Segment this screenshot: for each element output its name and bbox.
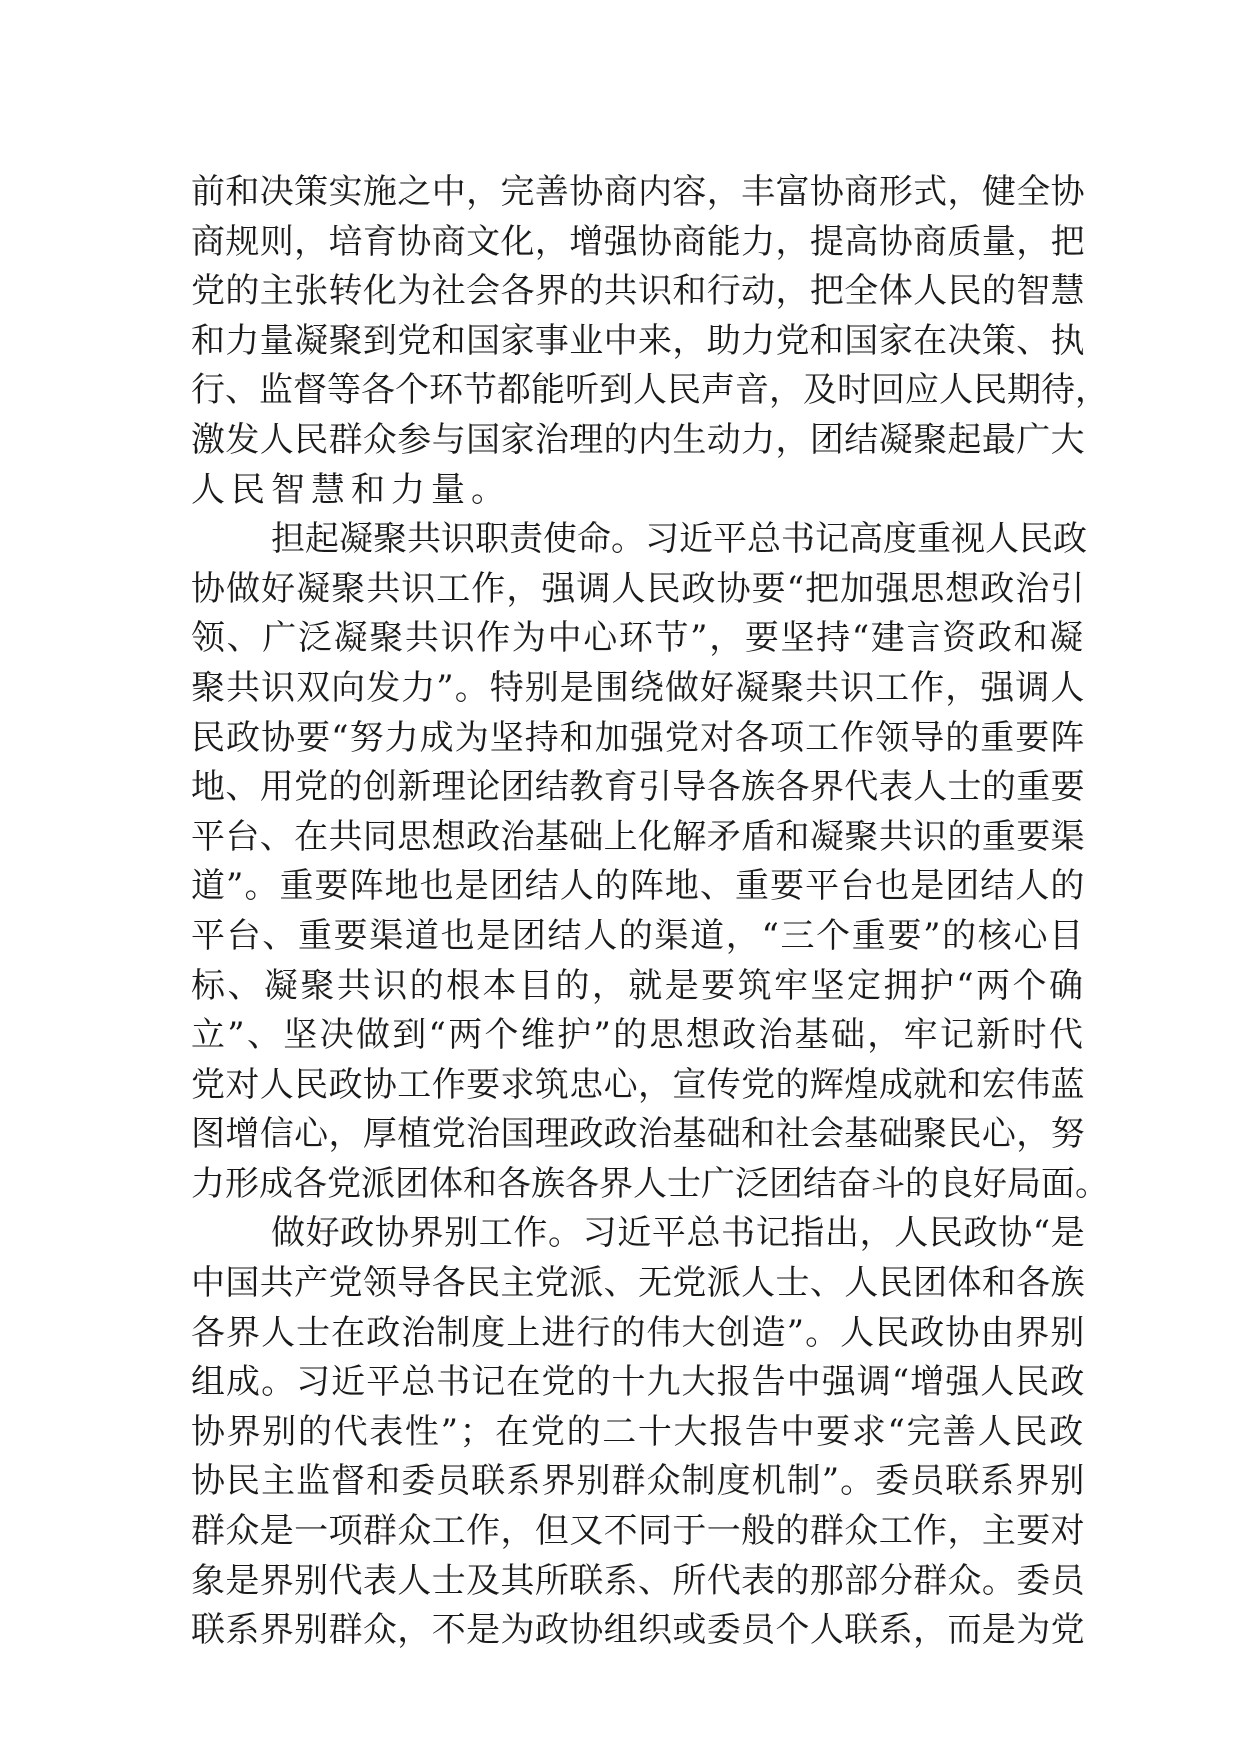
text-line: 象是界别代表人士及其所联系、所代表的那部分群众。委员 bbox=[191, 1560, 1085, 1601]
text-line: 党的主张转化为社会各界的共识和行动，把全体人民的智慧 bbox=[191, 271, 1085, 312]
text-line: 协做好凝聚共识工作，强调人民政协要“把加强思想政治引 bbox=[191, 568, 1086, 609]
text-line: 民政协要“努力成为坚持和加强党对各项工作领导的重要阵 bbox=[191, 717, 1086, 758]
text-line: 联系界别群众，不是为政协组织或委员个人联系，而是为党 bbox=[191, 1610, 1085, 1651]
text-line: 领、广泛凝聚共识作为中心环节”，要坚持“建言资政和凝 bbox=[191, 618, 1085, 659]
text-line: 群众是一项群众工作，但又不同于一般的群众工作，主要对 bbox=[191, 1511, 1085, 1552]
text-line: 协界别的代表性”；在党的二十大报告中要求“完善人民政 bbox=[191, 1411, 1085, 1452]
text-line: 各界人士在政治制度上进行的伟大创造”。人民政协由界别 bbox=[191, 1312, 1086, 1353]
document-body-text bbox=[191, 168, 1109, 1656]
text-line: 力形成各党派团体和各族各界人士广泛团结奋斗的良好局面。 bbox=[191, 1163, 1109, 1204]
text-line: 立”、坚决做到“两个维护”的思想政治基础，牢记新时代 bbox=[191, 1015, 1086, 1056]
text-line: 协民主监督和委员联系界别群众制度机制”。委员联系界别 bbox=[191, 1461, 1086, 1502]
text-line: 做好政协界别工作。习近平总书记指出，人民政协“是 bbox=[271, 1213, 1086, 1254]
text-line: 地、用党的创新理论团结教育引导各族各界代表人士的重要 bbox=[191, 767, 1085, 808]
text-line: 前和决策实施之中，完善协商内容，丰富协商形式，健全协 bbox=[191, 172, 1085, 212]
text-line: 行、监督等各个环节都能听到人民声音，及时回应人民期待， bbox=[191, 370, 1109, 411]
text-line: 激发人民群众参与国家治理的内生动力，团结凝聚起最广大 bbox=[191, 419, 1085, 460]
text-line: 道”。重要阵地也是团结人的阵地、重要平台也是团结人的 bbox=[191, 866, 1086, 907]
text-line: 标、凝聚共识的根本目的，就是要筑牢坚定拥护“两个确 bbox=[191, 965, 1086, 1006]
text-line: 人民智慧和力量。 bbox=[191, 469, 511, 510]
text-line: 党对人民政协工作要求筑忠心，宣传党的辉煌成就和宏伟蓝 bbox=[191, 1064, 1085, 1105]
text-line: 平台、在共同思想政治基础上化解矛盾和凝聚共识的重要渠 bbox=[191, 816, 1085, 857]
text-line: 图增信心，厚植党治国理政政治基础和社会基础聚民心，努 bbox=[191, 1114, 1085, 1155]
text-line: 担起凝聚共识职责使命。习近平总书记高度重视人民政 bbox=[271, 519, 1087, 560]
text-line: 平台、重要渠道也是团结人的渠道，“三个重要”的核心目 bbox=[191, 915, 1085, 956]
text-line: 中国共产党领导各民主党派、无党派人士、人民团体和各族 bbox=[191, 1263, 1085, 1304]
text-line: 组成。习近平总书记在党的十九大报告中强调“增强人民政 bbox=[191, 1362, 1086, 1403]
text-line: 商规则，培育协商文化，增强协商能力，提高协商质量，把 bbox=[191, 221, 1085, 262]
text-line: 聚共识双向发力”。特别是围绕做好凝聚共识工作，强调人 bbox=[191, 667, 1086, 708]
text-line: 和力量凝聚到党和国家事业中来，助力党和国家在决策、执 bbox=[191, 320, 1085, 361]
